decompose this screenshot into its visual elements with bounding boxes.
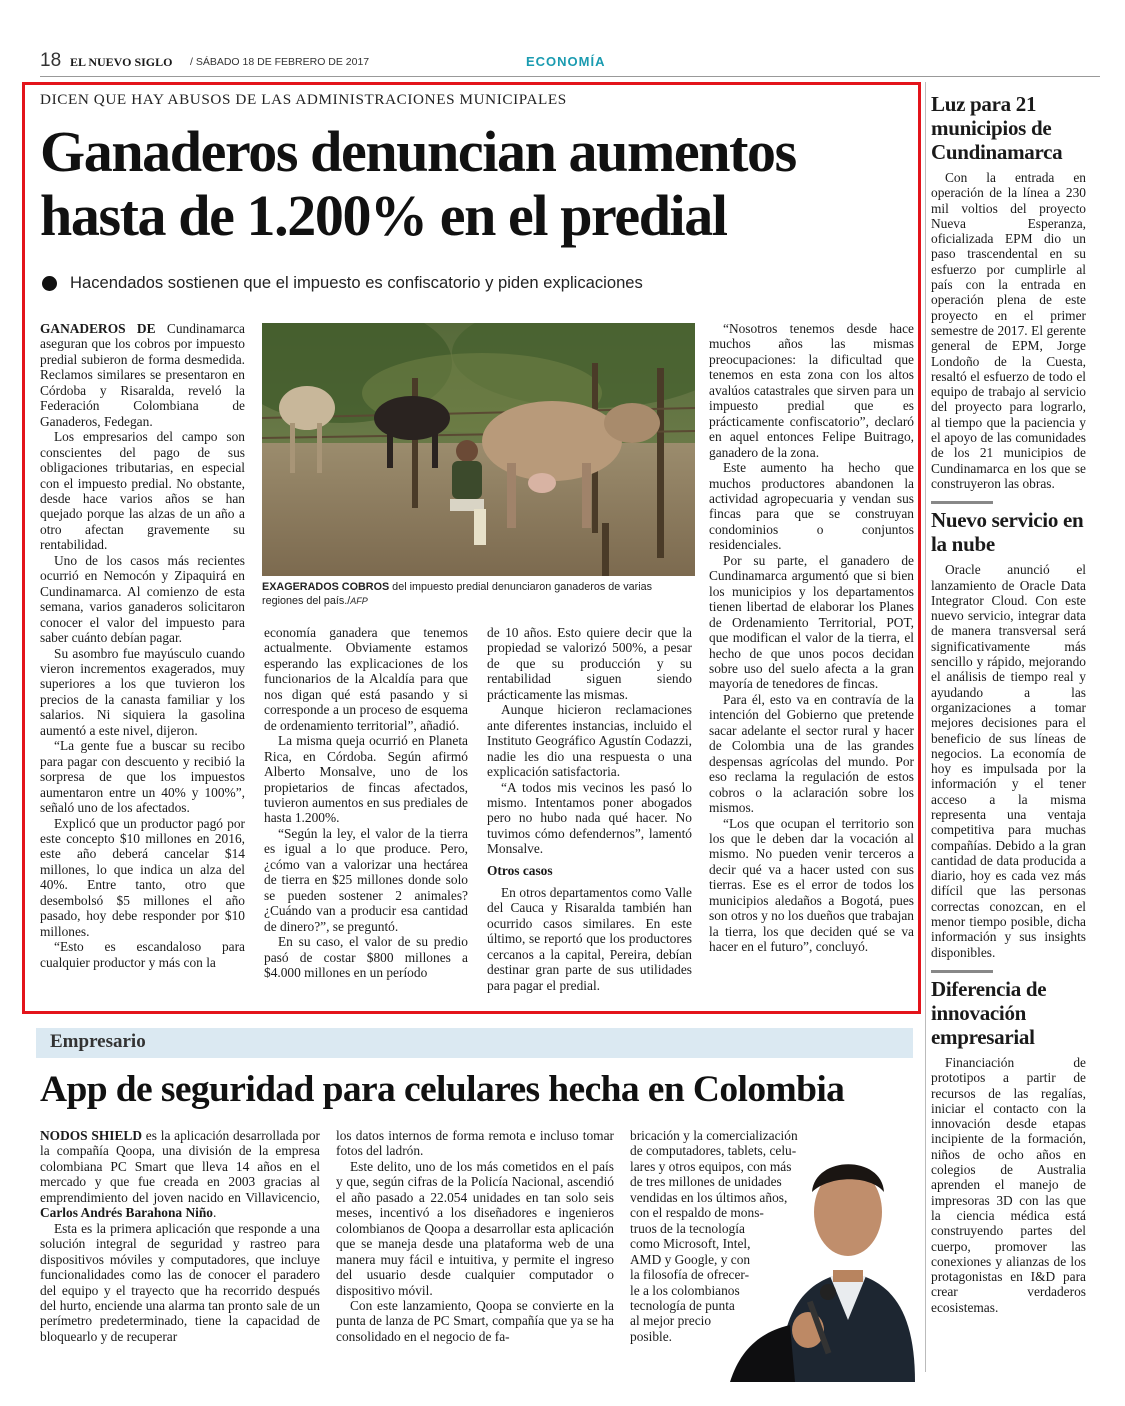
second-column-2	[336, 1128, 614, 1344]
section-label: ECONOMÍA	[526, 54, 606, 69]
headline-line-1: Ganaderos denuncian aumentos	[40, 119, 796, 184]
story-column-2	[264, 625, 468, 980]
text-line: como Microsoft, Intel,	[630, 1236, 751, 1252]
text-line: al mejor precio	[630, 1313, 712, 1329]
paragraph: La misma queja ocurrió en Planeta Rica, en Córdoba. Según afirmó Alberto Monsalve, uno de los propietarios de fincas afectados, tuvieron aumentos en sus prediales de hasta 1.200%.	[264, 733, 468, 826]
paragraph: Explicó que un productor pagó por este concepto $10 millones en 2016, este año deberá cancelar $14 millones, lo que indica un alza del 40%. Entre tanto, otro que desembolsó $5 millones el año pasado, hoy debe responder por $10 millones.	[40, 815, 245, 939]
page-number: 18	[40, 50, 62, 71]
story-column-1	[40, 321, 245, 970]
story-kicker: DICEN QUE HAY ABUSOS DE LAS ADMINISTRACIONES MUNICIPALES	[40, 91, 567, 108]
paragraph: “La gente fue a buscar su recibo para pagar con descuento y recibió la sorpresa de que los impuestos aumentaron entre un 40% y 100%”, señaló uno de los afectados.	[40, 738, 245, 816]
paragraph: “A todos mis vecinos les pasó lo mismo. Intentamos poner abogados pero no hubo nada qué hacer. No tuvimos cómo defendernos”, lamentó Monsalve.	[487, 779, 692, 857]
brief-body: Oracle anunció el lanzamiento de Oracle Data Integrator Cloud. Con este nuevo servicio, integrar data de manera transversal será significativamente más sencillo y rápido, mejorando el análisis de tiempo real y ayudando a las organizaciones a tomar mejores decisiones para el beneficio de sus líneas de negocios. La economía de hoy es impulsada por la información y el tener acceso a la misma representa una ventaja competitiva para muchas compañías. Debido a la gran cantidad de data producida a diario, hoy es cada vez más difícil que las personas correctas conozcan, en el menor tiempo posible, dicha información y sus insights disponibles.	[931, 562, 1086, 960]
text-line: AMD y Google, y con	[630, 1251, 751, 1267]
section-band	[36, 1028, 913, 1058]
cattle-milking-photo	[262, 323, 695, 576]
paragraph: Con este lanzamiento, Qoopa se convierte en la punta de lanza de PC Smart, compañía que ya se ha consolidado en el negocio de fa-	[336, 1297, 614, 1344]
caption-text: del impuesto predial denunciaron ganaderos de varias regiones del país./	[262, 581, 653, 607]
paragraph: “Los que ocupan el territorio son los que le deben dar la vocación al mismo. No pueden venir terceros a decir qué va a hacer usted con sus tierras. Ese es el error de todos los municipios aledaños a Bogotá, pues son otros y no los dueños que trabajan la tierra, los que deciden qué se va hacer en el futuro”, concluyó.	[709, 815, 914, 955]
second-headline: App de seguridad para celulares hecha en Colombia	[40, 1069, 845, 1110]
paragraph: “Según la ley, el valor de la tierra es igual a lo que produce. Pero, ¿cómo van a valorizar una hectárea de tierra en $25 millones donde solo se pueden sostener 2 animales? ¿Cuándo van a producir esa cantidad de dinero?”, se preguntó.	[264, 825, 468, 934]
brief-title: Nuevo servicio en la nube	[931, 508, 1084, 557]
text-line: le a los colombianos	[630, 1282, 740, 1298]
paragraph: En su caso, el valor de su predio pasó de costar $800 millones a $4.000 millones en un período	[264, 934, 468, 980]
photo-credit: AFP	[350, 596, 368, 606]
paragraph: En otros departamentos como Valle del Cauca y Risaralda también han ocurrido casos similares. En este último, se reportó que los productores cercanos a la capital, Pereira, debían destinar gran parte de sus utilidades para pagar el predial.	[487, 884, 692, 993]
paragraph: Para él, esto va en contravía de la intención del Gobierno que pretende sacar adelante el sector rural y hacer de Colombia una de las grandes despensas agrícolas del mundo. Por eso reclama la regulación de estos cobros o la aclaración sobre los mismos.	[709, 691, 914, 816]
caption-lead: EXAGERADOS COBROS	[262, 581, 390, 593]
header-rule	[40, 76, 1100, 77]
text-line: tecnología de punta	[630, 1297, 735, 1313]
lead-in: GANADEROS DE	[40, 321, 156, 336]
paragraph: Cundinamarca aseguran que los cobros por impuesto predial subieron de forma desmedida. Reclamos similares se presentaron en Córdoba y Risaralda, reveló la Federación Colombiana de Ganaderos, Fedegan.	[40, 321, 245, 429]
text-line: de computadores, tablets, celu-	[630, 1143, 797, 1159]
paper-name: EL NUEVO SIGLO	[70, 55, 173, 69]
brief-rule	[931, 970, 993, 973]
paragraph: Esta es la primera aplicación que responde a una solución integral de seguridad y rastreo para dispositivos móviles y computadores, que incluye funcionalidades como las de conocer el paradero del equipo y el trayecto que ha recorrido después del hurto, enciende una alarma tan pronto sale de un perímetro predeterminado, tiene la capacidad de bloquearlo y de recuperar	[40, 1220, 320, 1344]
paragraph: “Nosotros tenemos desde hace muchos años las mismas preocupaciones: la dificultad que tenemos en esta zona con los altos avalúos catastrales que sirven para un impuesto predial que es prácticamente confiscatorio”, declaró en aquel entonces Felipe Buitrago, ganadero de la zona.	[709, 321, 914, 460]
subsection-heading: Otros casos	[487, 862, 553, 878]
brief-nuevo-servicio	[931, 501, 1086, 960]
photo-illustration	[262, 323, 695, 576]
text-line: la filosofía de ofrecer-	[630, 1267, 750, 1283]
paragraph-text: .	[213, 1205, 217, 1221]
brief-body: Con la entrada en operación de la línea a 230 mil voltios del proyecto Nueva Esperanza, oficializada EPM dio un paso trascendental en su esfuerzo por cumplirle al país con la entrada en operación plena de este proyecto en el primer semestre de 2017. El gerente general de EPM, Jorge Londoño de la Cuesta, resaltó el esfuerzo de todo el equipo de trabajo al servicio del proyecto para lograrlo, al tiempo que la paciencia y el apoyo de las comunidades de los 21 municipios de Cundinamarca en los que se construyeron las obras.	[931, 170, 1086, 491]
story-column-3	[487, 625, 692, 993]
paragraph: Uno de los casos más recientes ocurrió en Nemocón y Zipaquirá en Cundinamarca. Al comienzo de esta semana, varios ganaderos solicitaron conocer el valor del impuesto para saber cuánto debían pagar.	[40, 552, 245, 646]
paragraph: Este aumento ha hecho que muchos productores abandonen la actividad agropecuaria y vendan sus fincas para que se construyan condominios o conjuntos residenciales.	[709, 460, 914, 553]
page-header	[40, 50, 1100, 74]
issue-date: / SÁBADO 18 DE FEBRERO DE 2017	[190, 56, 370, 68]
paragraph: Este delito, uno de los más cometidos en el país y que, según cifras de la Policía Nacional, ascendió el año pasado a 22.054 unidades en tan solo seis meses, incentivó a los diseñadores e ingenieros colombianos de Qoopa a desarrollar esta aplicación que se maneja desde una plataforma web de una manera muy fácil e intuitiva, y permite el ingreso del usuario desde cualquier computador o dispositivo móvil.	[336, 1158, 614, 1298]
brief-title: Diferencia de innovación empresarial	[931, 976, 1047, 1049]
paragraph: los datos internos de forma remota e incluso tomar fotos del ladrón.	[336, 1128, 614, 1159]
person-name: Carlos Andrés Barahona Niño	[40, 1205, 213, 1221]
paragraph: economía ganadera que tenemos actualmente. Obviamente estamos esperando las explicaciones de los funcionarios de la Alcaldía para que nos digan qué está pasando y si corresponde a un proceso de esquema de ordenamiento territorial”, añadió.	[264, 625, 468, 733]
second-column-1	[40, 1128, 320, 1344]
text-line: bricación y la comercialización	[630, 1128, 798, 1143]
second-column-3	[630, 1128, 825, 1344]
text-line: truos de la tecnología	[630, 1220, 745, 1236]
brief-luz-cundinamarca	[931, 92, 1086, 491]
story-column-4	[709, 321, 914, 955]
briefs-sidebar	[931, 92, 1086, 1325]
photo-caption	[262, 580, 695, 608]
paragraph: Por su parte, el ganadero de Cundinamarca argumentó que si bien los municipios y los departamentos tienen libertad de elaborar los Planes de Ordenamiento Territorial, POT, que modifican el valor de la tierra, el hecho de que unos pocos decidan sobre uso del suelo afecta a la gran mayoría de tenedores de fincas.	[709, 552, 914, 692]
sidebar-divider	[925, 82, 926, 1372]
text-line: con el respaldo de mons-	[630, 1205, 764, 1221]
story-headline	[40, 120, 910, 248]
paragraph: Su asombro fue mayúsculo cuando vieron incrementos exagerados, muy superiores a los que tuvieron los precios de la canasta familiar y los salarios. Ni siquiera la gasolina aumentó a este nivel, dijeron.	[40, 645, 245, 738]
lead-in: NODOS SHIELD	[40, 1128, 143, 1143]
text-line: posible.	[630, 1328, 673, 1344]
section-band-label: Empresario	[50, 1031, 146, 1052]
story-subhead: Hacendados sostienen que el impuesto es confiscatorio y piden explicaciones	[70, 273, 643, 292]
paragraph: Los empresarios del campo son conscientes del pago de sus obligaciones tributarias, en especial con el impuesto predial. No obstante, desde hace varios años se han quejado porque las alzas de un año a otro afectan gravemente su rentabilidad.	[40, 429, 245, 553]
paragraph: Aunque hicieron reclamaciones ante diferentes instancias, incluido el Instituto Geográfico Agustín Codazzi, nadie les dio una respuesta o una explicación satisfactoria.	[487, 702, 692, 780]
paragraph: “Esto es escandaloso para cualquier productor y más con la	[40, 939, 245, 970]
brief-innovacion	[931, 970, 1086, 1315]
brief-body: Financiación de prototipos a partir de recursos de las regalías, iniciar el contacto con la innovación desde etapas incipiente de la formación, niños de ocho años en colegios de Australia aprenden el manejo de impresoras 3D con las que la ciencia médica está construyendo partes del cuerpo, promover las conexiones y alianzas de los protagonistas en I&D para crear verdaderos ecosistemas.	[931, 1054, 1086, 1315]
text-line: de tres millones de unidades	[630, 1174, 782, 1190]
headline-line-2: hasta de 1.200% en el predial	[40, 183, 727, 248]
brief-rule	[931, 501, 993, 504]
text-line: vendidas en los últimos años,	[630, 1189, 788, 1205]
text-line: lares y otros equipos, con más	[630, 1158, 792, 1174]
paragraph: de 10 años. Esto quiere decir que la propiedad se valorizó 500%, a pesar de que su producción y su rentabilidad siguen siendo prácticamente las mismas.	[487, 625, 692, 702]
paragraph-text: es la aplicación desarrollada por la compañía Qoopa, una división de la empresa colombiana PC Smart que lleva 14 años en el mercado y que fue creada en 2003 gracias al emprendimiento del joven nacido en Villavicencio,	[40, 1128, 321, 1205]
brief-title: Luz para 21 municipios de Cundinamarca	[931, 92, 1063, 164]
subhead-bullet-icon	[42, 276, 57, 291]
